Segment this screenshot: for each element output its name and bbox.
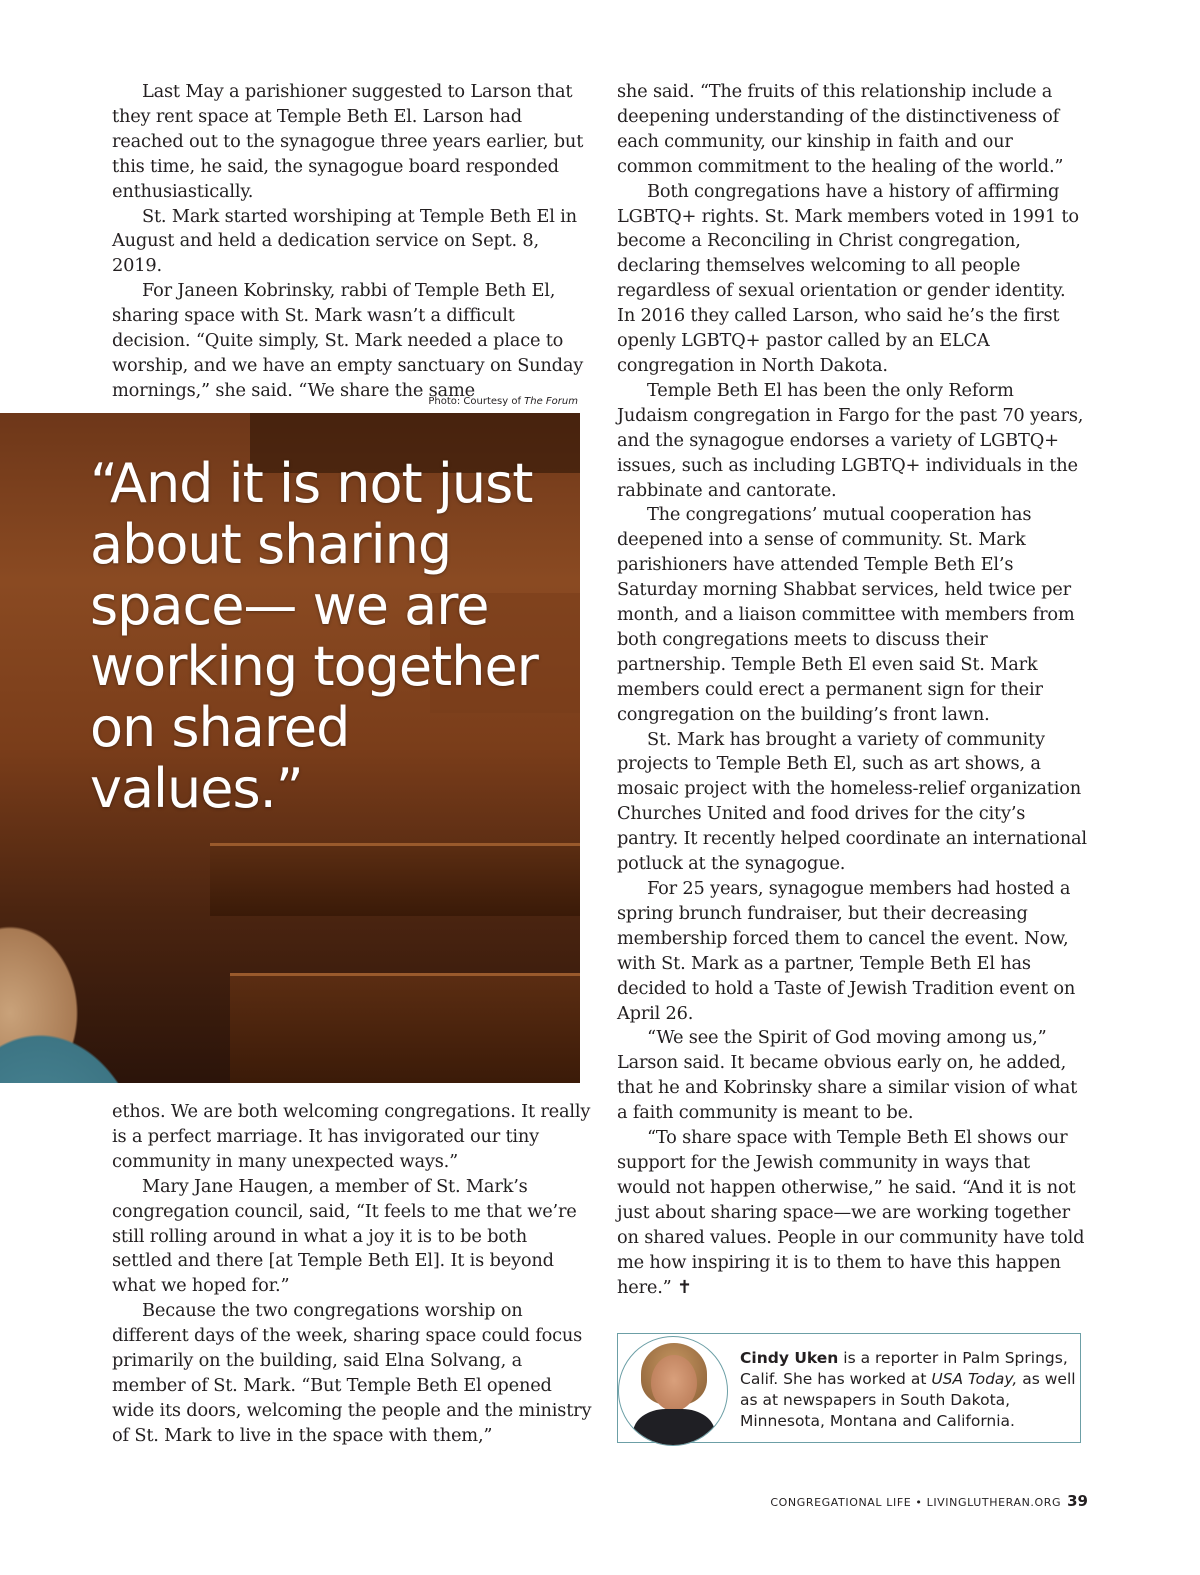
article-column-left-bottom — [112, 1100, 592, 1449]
author-bio-box — [617, 1333, 1081, 1443]
article-paragraph: she said. “The fruits of this relationship include a deepening understanding of the distinctiveness of each community, our kinship in faith and our common commitment to the healing of the world.” — [617, 81, 1064, 177]
article-paragraph: “We see the Spirit of God moving among us,” Larson said. It became obvious early on, he added, that he and Kobrinsky share a similar vision of what a faith community is meant to be. — [617, 1027, 1078, 1124]
page-footer — [770, 1492, 1088, 1510]
article-paragraph: ethos. We are both welcoming congregations. It really is a perfect marriage. It has invigorated our tiny community in many unexpected ways.” — [112, 1101, 591, 1172]
article-paragraph: The congregations’ mutual cooperation has deepened into a sense of community. St. Mark parishioners have attended Temple Beth El’s Saturday morning Shabbat services, held twice per month, and a liaison committee with members from both congregations meets to discuss their partnership. Temple Beth El even said St. Mark members could erect a permanent sign for their congregation on the building’s front lawn. — [617, 504, 1075, 725]
article-paragraph: Temple Beth El has been the only Reform Judaism congregation in Fargo for the past 70 years, and the synagogue endorses a variety of LGBTQ+ issues, such as including LGBTQ+ individuals in the rabbinate and cantorate. — [617, 379, 1084, 501]
photo-credit — [300, 396, 578, 407]
photo-credit-prefix: Photo: Courtesy of — [428, 396, 525, 407]
photo-credit-source: The Forum — [524, 396, 578, 407]
author-bio-text: as well as at newspapers in South Dakota, Minnesota, Montana and California. — [740, 1370, 1076, 1430]
article-column-right — [617, 80, 1087, 1300]
article-paragraph: “To share space with Temple Beth El shows our support for the Jewish community in ways that would not happen otherwise,” he said. “And it is not just about sharing space—we are working together on shared values. People in our community have told me how inspiring it is to them to have this happen here.” ✝ — [617, 1127, 1085, 1298]
pull-quote: “And it is not just about sharing space— we are working together on shared values.” — [90, 452, 538, 820]
article-paragraph: Both congregations have a history of affirming LGBTQ+ rights. St. Mark members voted in 1991 to become a Reconciling in Christ congregation, declaring themselves welcoming to all people regardless of sexual orientation or gender identity. In 2016 they called Larson, who said he’s the first openly LGBTQ+ pastor called by an ELCA congregation in North Dakota. — [617, 180, 1079, 376]
author-bio — [740, 1348, 1076, 1432]
author-bio-text: is a reporter in Palm Springs, Calif. She has worked at — [740, 1349, 1068, 1388]
page-number: 39 — [1067, 1492, 1088, 1510]
article-column-left-top — [112, 80, 592, 404]
article-paragraph: Last May a parishioner suggested to Larson that they rent space at Temple Beth El. Larson had reached out to the synagogue three years earlier, but this time, he said, the synagogue board responded enthusiastically. — [112, 81, 584, 202]
article-photo — [0, 413, 580, 1083]
article-paragraph: St. Mark has brought a variety of community projects to Temple Beth El, such as art shows, a mosaic project with the homeless-relief organization Churches United and food drives for the city’s pantry. It recently helped coordinate an international potluck at the synagogue. — [617, 728, 1087, 875]
author-photo — [618, 1336, 728, 1446]
author-outlet: USA Today, — [931, 1370, 1018, 1388]
article-paragraph: For Janeen Kobrinsky, rabbi of Temple Beth El, sharing space with St. Mark wasn’t a difficult decision. “Quite simply, St. Mark needed a place to worship, and we have an empty sanctuary on Sunday mornings,” she said. “We share the same — [112, 280, 584, 401]
article-paragraph: St. Mark started worshiping at Temple Beth El in August and held a dedication service on Sept. 8, 2019. — [112, 205, 577, 277]
article-paragraph: For 25 years, synagogue members had hosted a spring brunch fundraiser, but their decreasing membership forced them to cancel the event. Now, with St. Mark as a partner, Temple Beth El has decided to hold a Taste of Jewish Tradition event on April 26. — [617, 878, 1076, 1024]
article-paragraph: Mary Jane Haugen, a member of St. Mark’s congregation council, said, “It feels to me that we’re still rolling around in what a joy it is to be both settled and there [at Temple Beth El]. It is beyond what we hoped for.” — [112, 1175, 577, 1297]
author-name: Cindy Uken — [740, 1349, 839, 1367]
footer-section: CONGREGATIONAL LIFE • LIVINGLUTHERAN.ORG — [770, 1496, 1062, 1509]
article-paragraph: Because the two congregations worship on different days of the week, sharing space could focus primarily on the building, said Elna Solvang, a member of St. Mark. “But Temple Beth El opened wide its doors, welcoming the people and the ministry of St. Mark to live in the space with them,” — [112, 1300, 592, 1446]
